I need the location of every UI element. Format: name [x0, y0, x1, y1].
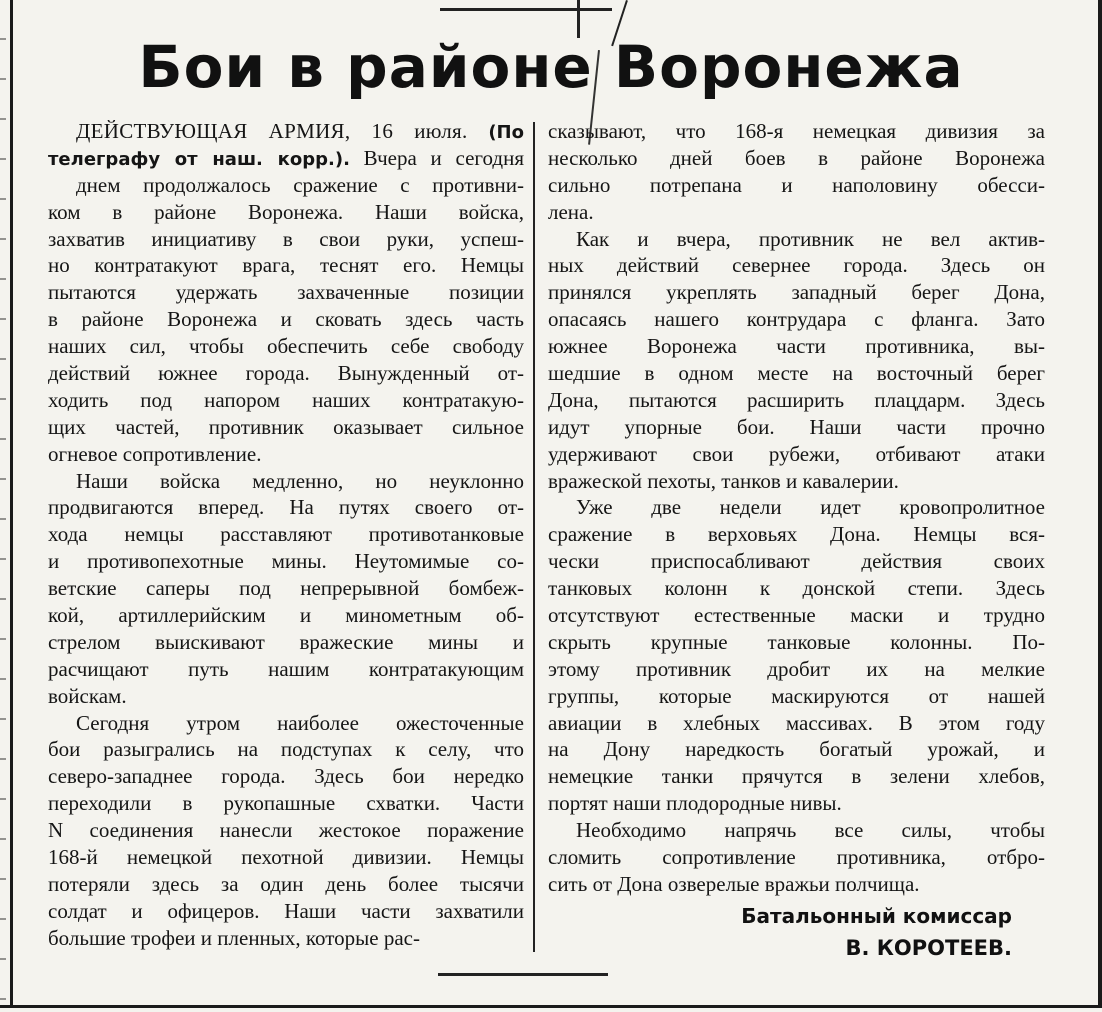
right-paragraph-3-line-6: скрыть крупные танковые колонны. По- [548, 629, 1045, 654]
right-paragraph-4-line-3: сить от Дона озверелые вражьи полчища. [548, 871, 920, 896]
left-paragraph-4-line-6: 168-й немецкой пехотной дивизии. Немцы [48, 845, 524, 870]
left-paragraph-3-line-9: войскам. [48, 683, 127, 708]
right-paragraph-2-line-2: ных действий севернее города. Здесь он [548, 253, 1045, 278]
right-paragraph-2-line-4: опасаясь нашего контрудара с фланга. Зато [548, 307, 1045, 332]
right-paragraph-1-line-2: несколько дней боев в районе Воронежа [548, 145, 1045, 170]
signature-block [548, 900, 1018, 964]
left-paragraph-4-line-3: северо-западнее города. Здесь бои нередко [48, 764, 524, 789]
left-paragraph-2-line-10: щих частей, противник оказывает сильное [48, 414, 524, 439]
left-paragraph-2-line-11: огневое сопротивление. [48, 441, 262, 466]
left-paragraph-4-line-8: солдат и офицеров. Наши части захватили [48, 898, 524, 923]
right-paragraph-1-line-1: сказывают, что 168-я немецкая дивизия за [548, 119, 1045, 143]
left-paragraph-2-line-3: захватив инициативу в свои руки, успеш- [48, 226, 524, 251]
right-paragraph-2-line-1: Как и вчера, противник не вел актив- [576, 226, 1045, 251]
right-paragraph-2-line-9: удерживают свои рубежи, отбивают атаки [548, 441, 1045, 466]
right-paragraph-3-line-11: немецкие танки прячутся в зелени хлебов, [548, 764, 1045, 789]
left-paragraph-3-line-5: ветские саперы под непрерывной бомбеж- [48, 576, 524, 601]
left-paragraph-2-line-2: ком в районе Воронежа. Наши войска, [48, 199, 524, 224]
right-paragraph-3-line-1: Уже две недели идет кровопролитное [576, 495, 1045, 520]
right-paragraph-3-line-2: сражение в верховьях Дона. Немцы вся- [548, 522, 1045, 547]
left-paragraph-4-line-1: Сегодня утром наиболее ожесточенные [76, 710, 524, 735]
author-name: В. КОРОТЕЕВ. [845, 936, 1012, 960]
left-paragraph-2-line-1: днем продолжалось сражение с противни- [76, 172, 524, 197]
right-border [1098, 0, 1102, 1006]
right-paragraph-3-line-8: группы, которые маскируются от нашей [548, 683, 1045, 708]
left-paragraph-3-line-2: продвигаются вперед. На путях своего от- [48, 495, 524, 520]
right-paragraph-4-line-2: сломить сопротивление противника, отбро- [548, 845, 1045, 870]
right-paragraph-2-line-6: шедшие в одном месте на восточный берег [548, 361, 1045, 386]
right-paragraph-3-line-12: портят наши плодородные нивы. [548, 791, 842, 816]
left-border [10, 0, 13, 1006]
author-rank: Батальонный комиссар [741, 904, 1012, 928]
left-paragraph-4-line-5: N соединения нанесли жестокое поражение [48, 818, 524, 843]
column-divider [533, 122, 535, 952]
source-note-part-2: телеграфу от наш. корр.). [48, 148, 350, 170]
left-paragraph-2-line-5: пытаются удержать захваченные позиции [48, 280, 524, 305]
right-paragraph-3-line-10: на Дону наредкость богатый урожай, и [548, 737, 1045, 762]
bottom-rule [438, 973, 608, 976]
source-note-part-1: (По [488, 122, 524, 143]
lead-text: Вчера и сегодня [363, 145, 524, 170]
right-paragraph-2-line-3: принялся укреплять западный берег Дона, [548, 280, 1045, 305]
left-paragraph-4-line-2: бои разыгрались на подступах к селу, что [48, 737, 524, 762]
left-paragraph-4-line-9: большие трофеи и пленных, которые рас- [48, 925, 420, 950]
left-paragraph-4-line-7: потеряли здесь за один день более тысячи [48, 871, 524, 896]
left-edge-marks [0, 0, 6, 1000]
left-paragraph-4-line-4: переходили в рукопашные схватки. Части [48, 791, 524, 816]
right-paragraph-1-line-4: лена. [548, 199, 594, 224]
left-paragraph-2-line-9: ходить под напором наших контратакую- [48, 387, 524, 412]
left-column [48, 118, 524, 952]
bottom-border [0, 1005, 1102, 1008]
left-paragraph-3-line-7: стрелом выискивают вражеские мины и [48, 629, 524, 654]
right-paragraph-3-line-5: отсутствуют естественные маски и трудно [548, 603, 1045, 628]
article-headline: Бои в районе Воронежа [138, 33, 964, 101]
left-paragraph-3-line-3: хода немцы расставляют противотанковые [48, 522, 524, 547]
top-rule [440, 8, 612, 11]
right-paragraph-2-line-7: Дона, пытаются расширить плацдарм. Здесь [548, 387, 1045, 412]
left-paragraph-3-line-1: Наши войска медленно, но неуклонно [76, 468, 524, 493]
right-paragraph-3-line-9: авиации в хлебных массивах. В этом году [548, 710, 1045, 735]
left-paragraph-3-line-8: расчищают путь нашим контратакующим [48, 656, 524, 681]
left-paragraph-2-line-8: действий южнее города. Вынужденный от- [48, 361, 524, 386]
right-paragraph-2-line-10: вражеской пехоты, танков и кавалерии. [548, 468, 899, 493]
dateline: ДЕЙСТВУЮЩАЯ АРМИЯ, 16 июля. [76, 119, 468, 143]
right-paragraph-3-line-4: танковых колонн к донской степи. Здесь [548, 576, 1045, 601]
right-paragraph-4-line-1: Необходимо напрячь все силы, чтобы [576, 818, 1045, 843]
right-paragraph-1-line-3: сильно потрепана и наполовину обесси- [548, 172, 1045, 197]
left-paragraph-2-line-7: наших сил, чтобы обеспечить себе свободу [48, 334, 524, 359]
left-paragraph-3-line-6: кой, артиллерийским и минометным об- [48, 603, 524, 628]
left-paragraph-2-line-6: в районе Воронежа и сковать здесь часть [48, 307, 524, 332]
right-column [548, 118, 1045, 898]
right-paragraph-2-line-8: идут упорные бои. Наши части прочно [548, 414, 1045, 439]
left-paragraph-2-line-4: но контратакуют врага, теснят его. Немцы [48, 253, 524, 278]
lead-line-2 [48, 145, 524, 172]
right-paragraph-3-line-7: этому противник дробит их на мелкие [548, 656, 1045, 681]
right-paragraph-2-line-5: южнее Воронежа части противника, вы- [548, 334, 1045, 359]
lead-line [48, 118, 524, 145]
right-paragraph-3-line-3: чески приспосабливают действия своих [548, 549, 1045, 574]
left-paragraph-3-line-4: и противопехотные мины. Неутомимые со- [48, 549, 524, 574]
